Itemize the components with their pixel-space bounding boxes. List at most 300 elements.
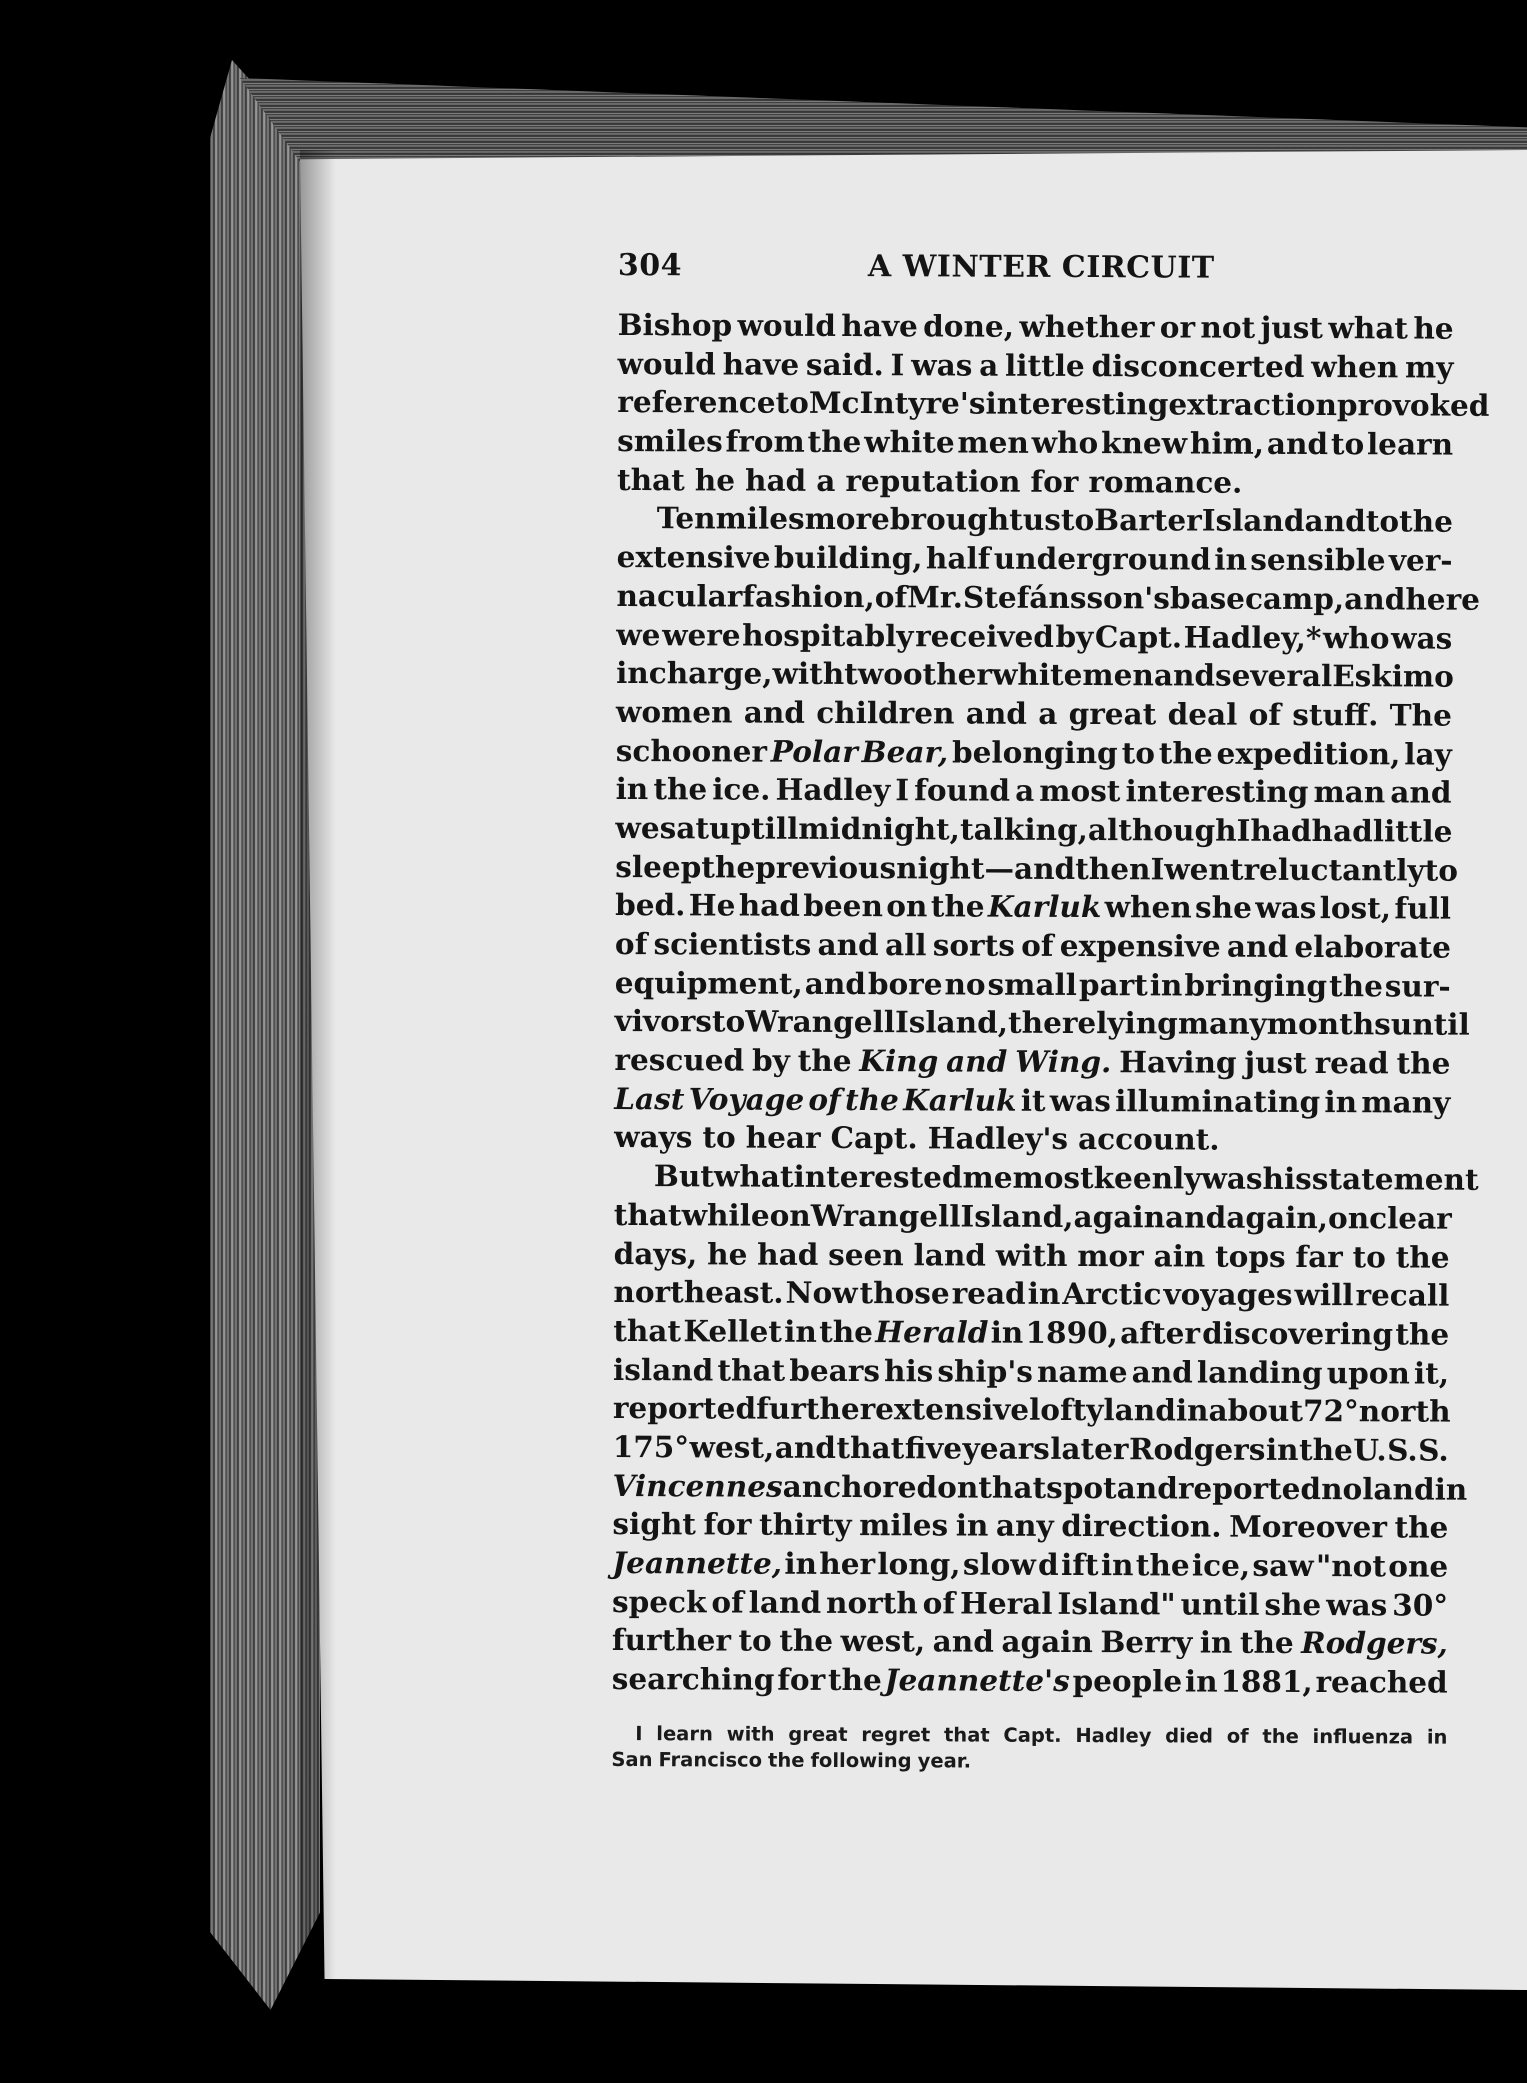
word: his [883, 1352, 934, 1388]
word: and [1153, 657, 1216, 693]
word: and [804, 965, 867, 1001]
text-line [617, 461, 1453, 503]
word: of [1226, 1724, 1249, 1748]
text-line [614, 1080, 1450, 1122]
word: Barter [1094, 502, 1202, 538]
word: who [1031, 424, 1099, 461]
word: sleep [615, 848, 702, 884]
word: in [1100, 1547, 1134, 1583]
word: sur- [1384, 968, 1451, 1004]
word: belonging [952, 734, 1118, 770]
word: Bishop [617, 306, 733, 343]
text-line [614, 1234, 1450, 1276]
text-line [617, 422, 1453, 464]
word: had [1311, 812, 1373, 849]
word: Hadley [1075, 1723, 1152, 1748]
word: had [1250, 812, 1312, 848]
word: done, [923, 308, 1015, 344]
word: building, [773, 539, 923, 576]
word: from [725, 423, 805, 459]
word: died [1165, 1724, 1214, 1748]
word: Vincennes [612, 1467, 783, 1504]
word: that [978, 1469, 1047, 1505]
word: of [1248, 696, 1282, 732]
word: small [987, 966, 1078, 1002]
word: upon [1326, 1354, 1410, 1391]
word: although [1087, 811, 1237, 848]
word: again [1073, 1198, 1166, 1235]
word: deal [1167, 696, 1238, 732]
word: Hadley's [927, 1120, 1069, 1157]
word: reference [617, 384, 776, 421]
word: further [611, 1622, 732, 1658]
word: was [1255, 890, 1317, 926]
text-line [614, 1157, 1479, 1199]
text-line [617, 538, 1453, 580]
word: other [902, 656, 993, 692]
text-line [613, 1312, 1449, 1354]
word: on [769, 1197, 811, 1233]
word: "not [1315, 1548, 1387, 1584]
word: he [694, 462, 736, 498]
word: Capt. [1094, 618, 1183, 654]
word: Jeannette's [884, 1662, 1070, 1699]
word: Voyage [688, 1081, 805, 1117]
word: Wrangell [745, 1003, 896, 1040]
word: a [979, 347, 999, 383]
word: Mr. [907, 579, 964, 615]
word: I [890, 346, 905, 382]
word: bore [867, 965, 943, 1002]
word: 30° [1392, 1587, 1449, 1623]
word: until [1180, 1586, 1260, 1622]
word: till [751, 810, 799, 846]
word: had [757, 1236, 819, 1272]
text-line [613, 1428, 1449, 1470]
word: were [662, 616, 741, 653]
word: on [886, 888, 928, 924]
word: in [1199, 1624, 1233, 1661]
word: in [616, 655, 649, 691]
word: been [803, 888, 884, 924]
word: was [1391, 619, 1453, 656]
word: in [1214, 541, 1248, 577]
word: name [1036, 1353, 1128, 1389]
word: there [1007, 1005, 1097, 1041]
word: had [744, 462, 807, 498]
text-line [617, 383, 1490, 425]
word: the [797, 1042, 852, 1079]
text-line [616, 693, 1452, 735]
word: sight [612, 1506, 697, 1542]
word: Last [614, 1080, 685, 1117]
word: the [701, 848, 756, 885]
word: miles [859, 1507, 949, 1543]
word: landing [1196, 1354, 1323, 1390]
word: Rodgers, [1301, 1625, 1448, 1662]
word: speck [612, 1583, 707, 1620]
word: tops [1215, 1238, 1286, 1274]
word: us [1022, 502, 1061, 538]
word: half [925, 540, 991, 576]
word: north [1358, 1393, 1451, 1429]
word: most [1039, 773, 1121, 809]
word: learn [1366, 426, 1454, 462]
word: to [711, 1003, 746, 1039]
word: interesting [985, 385, 1169, 422]
word: west, [840, 1623, 926, 1659]
word: learn [656, 1721, 713, 1746]
word: after [1120, 1315, 1201, 1351]
word: McIntyre's [808, 385, 986, 421]
word: for [777, 1661, 826, 1697]
word: Island [1201, 502, 1305, 539]
word: to [1330, 426, 1365, 462]
word: regret [861, 1722, 931, 1747]
word: and [932, 1623, 994, 1660]
word: discovering [1202, 1315, 1394, 1352]
word: have [841, 307, 918, 344]
word: land [913, 1236, 987, 1273]
text-line [612, 1505, 1448, 1547]
word: here [1405, 581, 1481, 617]
text-line [615, 848, 1459, 890]
word: he [707, 1235, 748, 1272]
word: reached [1315, 1664, 1448, 1700]
text-block [611, 248, 1490, 1776]
word: what [1328, 310, 1409, 346]
word: Wrangell [810, 1197, 961, 1234]
word: in [615, 771, 649, 807]
text-line [616, 732, 1452, 774]
word: the [1158, 734, 1213, 771]
word: Arctic [1062, 1276, 1162, 1312]
word: and [1266, 425, 1329, 462]
word: Francisco [658, 1747, 763, 1772]
word: little [1005, 347, 1085, 383]
word: with [995, 1237, 1068, 1273]
word: had [738, 887, 801, 924]
word: following [810, 1748, 912, 1773]
word: S. [1387, 1432, 1418, 1468]
word: in [1426, 1725, 1448, 1749]
word: clear [1369, 1200, 1452, 1236]
word: children [816, 694, 955, 731]
word: white [864, 424, 955, 460]
word: Hadley,* [1183, 618, 1322, 655]
word: in [784, 1313, 817, 1349]
word: statement [1311, 1161, 1479, 1197]
word: to [702, 1119, 736, 1155]
text-line [617, 499, 1453, 541]
word: and [965, 695, 1028, 731]
word: Island, [894, 1004, 1009, 1041]
word: seen [828, 1236, 904, 1272]
word: searching [611, 1661, 775, 1697]
word: 1890, [1025, 1314, 1119, 1351]
word: and [1131, 1353, 1193, 1390]
word: and [1164, 1199, 1227, 1235]
word: ift [1060, 1546, 1099, 1583]
word: will [1294, 1277, 1354, 1313]
word: for [703, 1506, 752, 1542]
word: stuff. [1292, 696, 1379, 733]
text-line [612, 1583, 1448, 1625]
gutter-shadow [300, 150, 336, 1990]
word: Karluk [903, 1082, 1017, 1118]
word: she [1264, 1586, 1322, 1622]
word: saw [1252, 1547, 1314, 1584]
word: the [779, 1623, 834, 1659]
word: five [904, 1430, 963, 1466]
word: more [804, 501, 890, 537]
word: bringing [1184, 967, 1328, 1003]
word: fashion, [742, 578, 875, 614]
word: extraction [1168, 386, 1338, 423]
footnote [611, 1721, 1447, 1777]
word: months [1266, 1006, 1391, 1042]
word: The [1389, 697, 1452, 733]
word: ver- [1388, 542, 1453, 578]
text-line [612, 1467, 1468, 1509]
word: a [1038, 695, 1058, 731]
word: in [955, 1507, 989, 1543]
word: thirty [758, 1506, 852, 1543]
word: spot [1046, 1469, 1117, 1505]
word: Hadley [775, 771, 891, 808]
word: was [1049, 1082, 1112, 1118]
word: just [1244, 1044, 1307, 1081]
word: that [717, 1352, 786, 1388]
word: that [613, 1312, 682, 1349]
text-line [618, 306, 1454, 348]
word: and [774, 1429, 837, 1465]
word: further [756, 1390, 876, 1427]
word: to [738, 1622, 772, 1659]
word: was [911, 346, 973, 383]
word: charge, [648, 655, 773, 691]
word: many [1361, 1084, 1451, 1120]
word: nacular [616, 577, 743, 614]
word: in [1184, 1663, 1218, 1699]
word: in [1324, 1083, 1358, 1119]
word: direction. [1061, 1508, 1222, 1544]
word: when [1104, 889, 1192, 925]
word: island [613, 1351, 714, 1387]
running-head-title: A WINTER CIRCUIT [867, 249, 1215, 286]
word: extensive [875, 1391, 1030, 1428]
word: reported [1177, 1470, 1322, 1506]
word: it, [1413, 1355, 1450, 1391]
word: all [884, 927, 927, 963]
word: later [1050, 1430, 1129, 1467]
word: scientists [653, 926, 812, 962]
word: extensive [616, 539, 771, 575]
word: to [1352, 1238, 1386, 1274]
word: that [616, 461, 685, 498]
word: miles [715, 500, 805, 537]
word: would [617, 345, 716, 382]
word: I [895, 772, 910, 808]
word: and [1226, 928, 1289, 964]
word: again, [1226, 1199, 1329, 1235]
word: for [1030, 463, 1079, 499]
word: in [990, 1314, 1024, 1350]
word: hear [745, 1120, 821, 1156]
word: San [611, 1747, 653, 1771]
word: and [1390, 774, 1452, 810]
word: and [946, 1043, 1008, 1079]
word: expensive [1059, 927, 1221, 964]
word: women [615, 693, 733, 730]
word: to [1121, 734, 1156, 770]
word: have [722, 346, 800, 382]
word: expedition, [1216, 735, 1401, 771]
word: people [1072, 1663, 1183, 1699]
word: Moreover [1229, 1508, 1388, 1545]
word: reputation [845, 462, 1021, 499]
word: the [1398, 503, 1453, 540]
word: influenza [1312, 1724, 1414, 1749]
word: up [708, 810, 752, 846]
text-line [613, 1351, 1449, 1393]
word: I [635, 1721, 643, 1745]
word: that [943, 1723, 990, 1747]
word: until [1390, 1006, 1470, 1043]
word: the [1394, 1509, 1449, 1545]
word: schooner [615, 732, 768, 769]
word: the [827, 1661, 882, 1698]
word: Rodgers [1128, 1431, 1266, 1467]
word: in [1434, 1471, 1468, 1507]
text-line [614, 1041, 1450, 1083]
word: and [743, 694, 806, 730]
word: was [1201, 1160, 1263, 1196]
word: days, [613, 1235, 698, 1271]
word: to [775, 385, 809, 421]
word: men [1082, 657, 1154, 693]
word: a [816, 462, 836, 498]
word: the [1395, 1238, 1450, 1275]
footnote-line [611, 1747, 1447, 1777]
word: Ten [656, 500, 716, 536]
word: that [613, 1196, 682, 1233]
word: sorts [932, 927, 1015, 963]
word: the [1395, 1316, 1450, 1352]
text-line [614, 1196, 1450, 1238]
word: Now [785, 1274, 858, 1311]
word: great [788, 1722, 848, 1746]
word: Jeannette, [612, 1544, 783, 1581]
word: sensible [1250, 541, 1386, 578]
word: anchored [782, 1468, 938, 1505]
word: north [825, 1584, 918, 1621]
word: her [819, 1545, 876, 1582]
word: 1881, [1220, 1663, 1313, 1700]
word: year. [917, 1749, 972, 1773]
word: no [1321, 1470, 1363, 1506]
word: just [1260, 309, 1324, 346]
word: then [1075, 850, 1151, 886]
word: little [1372, 813, 1453, 849]
word: equipment, [614, 964, 803, 1001]
word: lay [1404, 735, 1452, 772]
word: d [1038, 1546, 1059, 1582]
word: the [807, 423, 862, 460]
word: the [1239, 1625, 1294, 1661]
word: reported [612, 1390, 757, 1426]
word: no [944, 966, 986, 1002]
word: 72° [1302, 1393, 1359, 1429]
word: reluctantly [1243, 851, 1425, 888]
word: read [951, 1275, 1026, 1311]
word: keenly [1093, 1160, 1202, 1196]
word: of [711, 1584, 744, 1620]
word: went [1164, 851, 1244, 887]
word: ship's [937, 1352, 1034, 1389]
text-line [614, 1118, 1450, 1160]
word: was [1326, 1586, 1388, 1623]
word: Kellet [683, 1313, 783, 1349]
word: talking, [959, 811, 1089, 847]
word: in [1175, 1392, 1209, 1428]
word: U. [1353, 1432, 1387, 1468]
word: Capt. [1003, 1723, 1062, 1747]
word: lying [1096, 1005, 1178, 1041]
word: would [737, 307, 837, 343]
footnote-line [611, 1721, 1447, 1751]
word: illuminating [1115, 1082, 1321, 1119]
word: ice. [712, 771, 771, 807]
word: what [713, 1158, 794, 1194]
word: camp, [1244, 580, 1345, 616]
word: ain [1153, 1237, 1206, 1274]
word: rescued [614, 1042, 745, 1078]
text-line [612, 1660, 1448, 1702]
word: and [817, 926, 879, 963]
word: Berry [1100, 1624, 1193, 1660]
word: said. [805, 346, 884, 382]
word: with [726, 1722, 775, 1746]
word: voyages [1163, 1276, 1293, 1313]
text-line [616, 654, 1452, 696]
word: west, [689, 1429, 775, 1465]
word: slow [962, 1546, 1036, 1582]
page-number: 304 [617, 248, 683, 284]
word: not [1200, 309, 1256, 345]
word: in [1149, 967, 1183, 1003]
text-line [615, 809, 1451, 851]
word: while [681, 1197, 770, 1233]
word: the [819, 1313, 874, 1349]
word: a [1015, 772, 1035, 809]
text-line [613, 1273, 1449, 1315]
word: base [1169, 580, 1246, 616]
word: account. [1077, 1121, 1220, 1158]
word: two [844, 656, 904, 692]
word: vivors [614, 1003, 713, 1039]
word: 175° [612, 1428, 690, 1465]
word: northeast. [613, 1274, 784, 1310]
text-line [616, 770, 1452, 812]
word: on [1327, 1199, 1370, 1236]
word: to [1060, 502, 1095, 538]
word: bears [789, 1352, 881, 1388]
word: smiles [617, 423, 723, 459]
word: Karluk [987, 888, 1102, 925]
word: we [615, 809, 660, 846]
word: to [1365, 503, 1400, 539]
